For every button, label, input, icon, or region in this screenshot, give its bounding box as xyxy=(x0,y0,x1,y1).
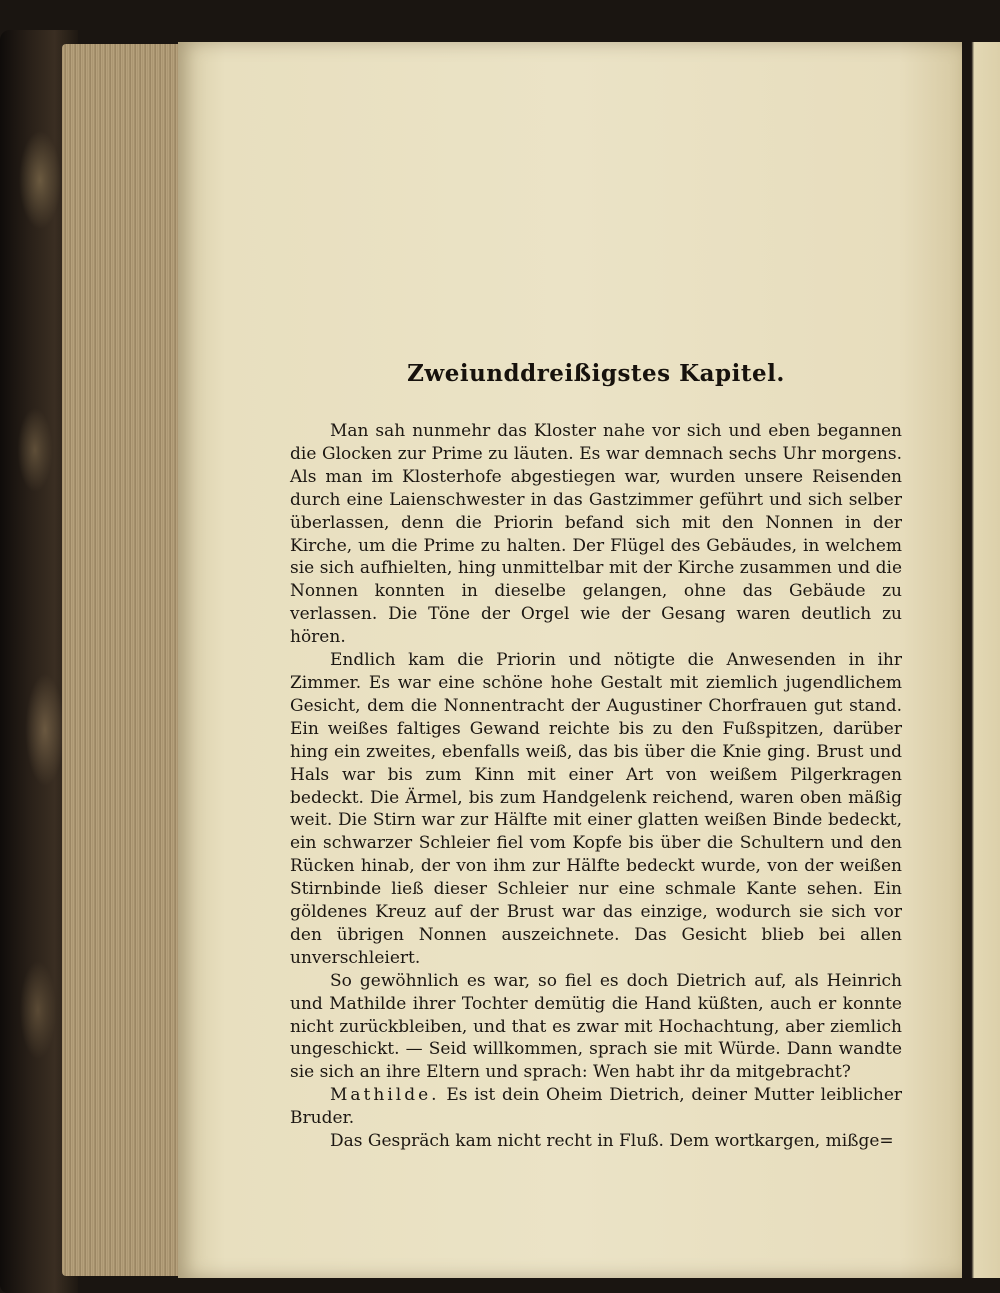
speech-text: Es ist dein Oheim Dietrich, deiner Mutter leiblicher Bruder. xyxy=(290,1085,903,1129)
paragraph: Das Gespräch kam nicht recht in Fluß. Dem wortkargen, mißge= xyxy=(330,1131,894,1152)
paragraph: Endlich kam die Priorin und nötigte die Anwesenden in ihr Zimmer. Es war eine schöne hohe Gestalt mit ziemlich jugendlichem Gesicht, dem die Nonnentracht der Augustiner Chorfrauen gut stand. Ein weißes faltiges Gewand reichte bis zu den Fußspitzen, darüber hing ein zweites, ebenfalls weiß, das bis über die Knie ging. Brust und Hals war bis zum Kinn mit einer Art von weißem Pilgerkragen bedeckt. Die Ärmel, bis zum Handgelenk reichend, waren oben mäßig weit. Die Stirn war zur Hälfte mit einer glatten weißen Binde bedeckt, ein schwarzer Schleier fiel vom Kopfe bis über die Schultern und den Rücken hinab, der von ihm zur Hälfte bedeckt wurde, von der weißen Stirnbinde ließ dieser Schleier nur eine schmale Kante sehen. Ein göldenes Kreuz auf der Brust war das einzige, wodurch sie sich vor den übrigen Nonnen auszeichnete. Das Gesicht blieb bei allen unverschleiert. xyxy=(290,650,902,968)
body-text xyxy=(290,420,902,1153)
paragraph: So gewöhnlich es war, so fiel es doch Dietrich auf, als Heinrich und Mathilde ihrer Tochter demütig die Hand küßten, auch er konnte nicht zurückbleiben, und that es zwar mit Hochachtung, aber ziemlich ungeschickt. — Seid willkommen, sprach sie mit Würde. Dann wandte sie sich an ihre Eltern und sprach: Wen habt ihr da mitgebracht? xyxy=(290,970,902,1083)
page-edges xyxy=(62,44,182,1276)
facing-page-edge xyxy=(962,42,1000,1278)
chapter-heading: Zweiunddreißigstes Kapitel. xyxy=(407,360,785,387)
paragraph: Man sah nunmehr das Kloster nahe vor sich und eben begannen die Glocken zur Prime zu läuten. Es war demnach sechs Uhr morgens. Als man im Klosterhofe abgestiegen war, wurden unsere Reisenden durch eine Laienschwester in das Gastzimmer geführt und sich selber überlassen, denn die Priorin befand sich mit den Nonnen in der Kirche, um die Prime zu halten. Der Flügel des Gebäudes, in welchem sie sich aufhielten, hing unmittelbar mit der Kirche zusammen und die Nonnen konnten in dieselbe gelangen, ohne das Gebäude zu verlassen. Die Töne der Orgel wie der Gesang waren deutlich zu hören. xyxy=(290,421,902,648)
dialogue-paragraph xyxy=(290,1084,902,1130)
speaker-name: Mathilde. xyxy=(330,1085,440,1106)
